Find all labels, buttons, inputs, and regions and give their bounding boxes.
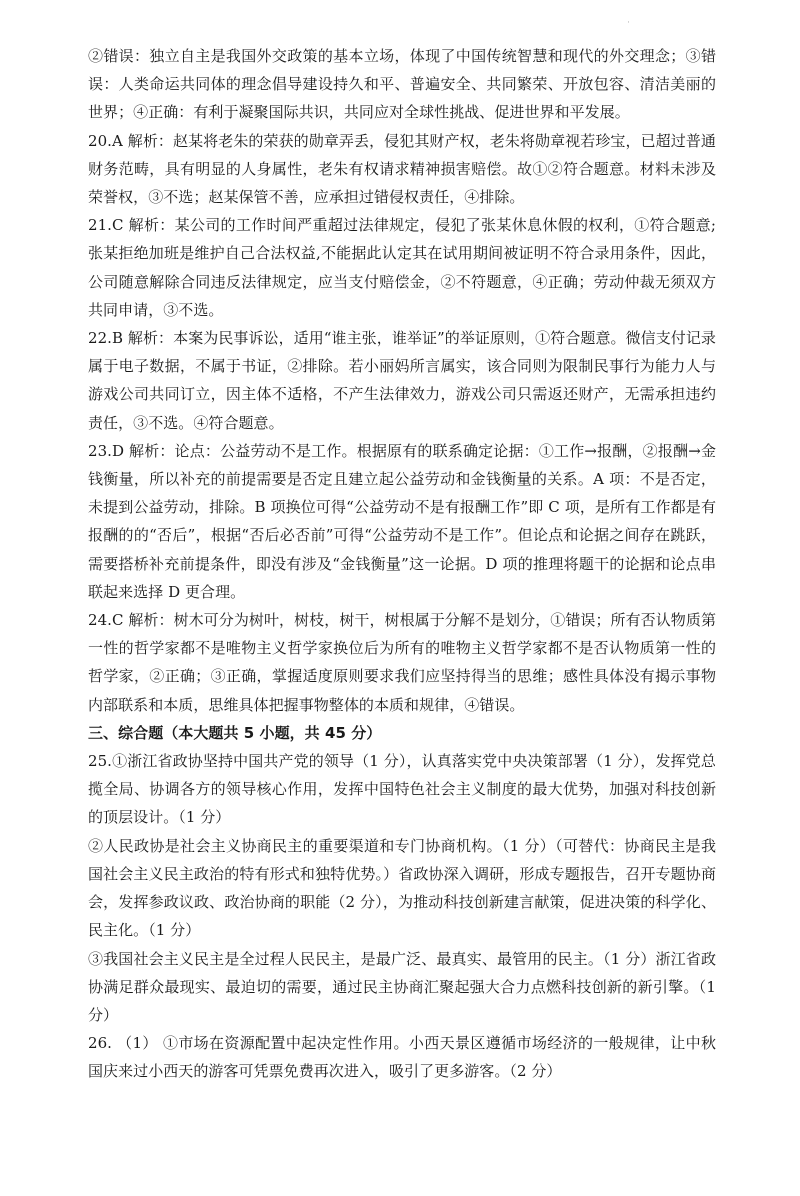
answer-paragraph-25-part3: ③我国社会主义民主是全过程人民民主，是最广泛、最真实、最管用的民主。（1 分）浙江省政协满足群众最现实、最迫切的需要，通过民主协商汇聚起强大合力点燃科技创新的新引擎。（1 分） <box>88 949 716 1024</box>
answer-paragraph-22: 22.B 解析：本案为民事诉讼，适用“谁主张，谁举证”的举证原则，①符合题意。微信支付记录属于电子数据，不属于书证，②排除。若小丽妈所言属实，该合同则为限制民事行为能力人与游戏公司共同订立，因主体不适格，不产生法律效力，游戏公司只需返还财产，无需承担违约责任，③不选。④符合题意。 <box>88 329 716 432</box>
answer-paragraph-25-part2: ②人民政协是社会主义协商民主的重要渠道和专门协商机构。（1 分）（可替代：协商民主是我国社会主义民主政治的特有形式和独特优势。）省政协深入调研，形成专题报告，召开专题协商会，发挥参政议政、政治协商的职能（2 分），为推动科技创新建言献策，促进决策的科学化、民主化。（1 分） <box>88 836 716 940</box>
document-body <box>88 42 716 1086</box>
answer-paragraph-24: 24.C 解析：树木可分为树叶，树枝，树干，树根属于分解不是划分，①错误；所有否认物质第一性的哲学家都不是唯物主义哲学家换位后为所有的唯物主义哲学家都不是否认物质第一性的哲学家，②正确；③正确，掌握适度原则要求我们应坚持得当的思维；感性具体没有揭示事物内部联系和本质，思维具体把握事物整体的本质和规律，④错误。 <box>88 611 716 714</box>
answer-paragraph-21: 21.C 解析：某公司的工作时间严重超过法律规定，侵犯了张某休息休假的权利，①符合题意;张某拒绝加班是维护自己合法权益,不能据此认定其在试用期间被证明不符合录用条件，因此，公司随意解除合同违反法律规定，应当支付赔偿金，②不符题意，④正确；劳动仲裁无须双方共同申请，③不选。 <box>88 216 716 319</box>
answer-paragraph-20: 20.A 解析：赵某将老朱的荣获的勋章弄丢，侵犯其财产权，老朱将勋章视若珍宝，已超过普通财务范畴，具有明显的人身属性，老朱有权请求精神损害赔偿。故①②符合题意。材料未涉及荣誉权，③不选；赵某保管不善，应承担过错侵权责任，④排除。 <box>88 131 716 207</box>
answer-paragraph-19-continued: ②错误：独立自主是我国外交政策的基本立场，体现了中国传统智慧和现代的外交理念；③错误：人类命运共同体的理念倡导建设持久和平、普遍安全、共同繁荣、开放包容、清洁美丽的世界；④正确：有利于凝聚国际共识，共同应对全球性挑战、促进世界和平发展。 <box>88 47 716 122</box>
corner-mark: · <box>627 18 630 28</box>
answer-paragraph-25-part1: 25.①浙江省政协坚持中国共产党的领导（1 分），认真落实党中央决策部署（1 分），发挥党总揽全局、协调各方的领导核心作用，发挥中国特色社会主义制度的最大优势，加强对科技创新的顶层设计。（1 分） <box>88 752 716 827</box>
answer-paragraph-26-part1: 26. （1） ①市场在资源配置中起决定性作用。小西天景区遵循市场经济的一般规律，让中秋国庆来过小西天的游客可凭票免费再次进入，吸引了更多游客。（2 分） <box>88 1034 716 1081</box>
section-heading-comprehensive: 三、综合题（本大题共 5 小题，共 45 分） <box>88 723 382 742</box>
answer-paragraph-23: 23.D 解析：论点：公益劳动不是工作。根据原有的联系确定论据：①工作→报酬，②报酬→金钱衡量，所以补充的前提需要是否定且建立起公益劳动和金钱衡量的关系。A 项：不是否定，未提到公益劳动，排除。B 项换位可得“公益劳动不是有报酬工作”即 C 项，是所有工作都是有报酬的的“否后”，根据“否后必否前”可得“公益劳动不是工作”。但论点和论据之间存在跳跃，需要搭桥补充前提条件，即没有涉及“金钱衡量”这一论据。D 项的推理将题干的论据和论点串联起来选择 D 更合理。 <box>88 441 716 601</box>
